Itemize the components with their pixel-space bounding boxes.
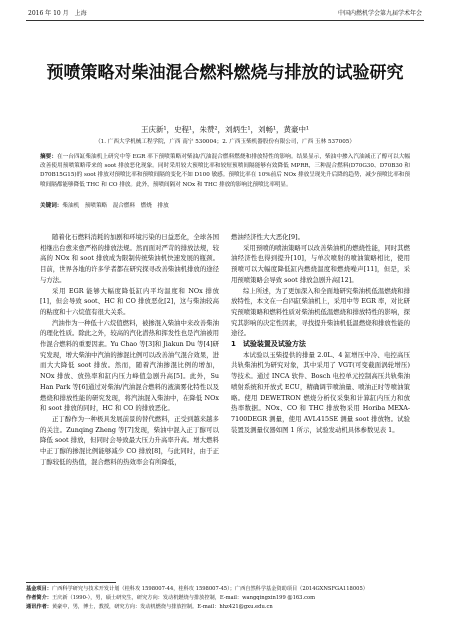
footnote-author: 作者简介：王庆新（1990-），男，硕士研究生，研究方向：发动机燃烧与排放控制，E-mail：wangqingxin199 @163.com xyxy=(26,595,316,601)
keywords-text: 柴油机 预喷策略 混合燃料 燃烧 排放 xyxy=(62,203,169,209)
left-column xyxy=(40,232,219,467)
running-header xyxy=(26,8,424,21)
abstract xyxy=(40,153,410,190)
paragraph: 综上所述，为了更加深入和全面地研究柴油机低温燃烧和排放特性，本文在一台四缸柴油机上，采用中等 EGR 率，对比研究预喷策略和燃料性质对柴油机低温燃烧和排放特性的影响，探究其影响的决定性因素，寻找提升柴油机低温燃烧和排放性能的途径。 xyxy=(231,286,410,338)
abstract-text: 在一台四缸柴油机上研究中等 EGR 率下预喷策略对柴油/汽油混合燃料燃烧和排放特性的影响。结果显示，柴油中掺入汽油减正了醇可以大幅改善使用预喷策略带来的 soot 排放恶化现象。同时采用较大预喷比率和较短预喷间隔能够有效降低 MPRR，三种混合燃料(D70G30、D70B30 和 D70B15G15)的 soot 排放对预喷比率和预喷间隔的变化不如 D100 敏感。预喷比率在 10%前后 NOx 排放呈现先升后降的趋势，减少预喷比率和预喷间隔都能够降低 THC 和 CO 排放。此外，预喷间隔对 NOx 和 THC 排放的影响比预喷比率明显。 xyxy=(40,154,410,188)
footnotes xyxy=(26,585,424,612)
header-right: 中国内燃机学会第九届学术年会 xyxy=(337,10,422,17)
affiliation: （1. 广西大学机械工程学院，广西 南宁 530004；2. 广西玉柴机器股份有限公司，广西 玉林 537005） xyxy=(95,139,355,145)
footnote-funding: 基金项目：广西科学研究与技术开发计划（桂科攻 1598007-44，桂科攻 1598007-45）；广西自然科学基金资助项目（2014GXNSFGA118005） xyxy=(26,586,368,592)
footnote-rule xyxy=(26,582,116,583)
paragraph: 汽油作为一种低十六烷值燃料，被掺混入柴油中来改善柴油的理化性质。除此之外，较高的汽化潜热和挥发性也是汽油被用作混合燃料的重要因素。Yu Chao 等[3]和 Jiakun Du 等[4]研究发现，增大柴油中汽油的掺混比例可以改善油气混合效果，进而大大降低 soot 排放。然而，随着汽油掺混比例的增加，NOx 排放、放热率和缸内压力峰值急剧升高[5]。此外，Su Han Park 等[6]通过对柴油/汽油混合燃料的液滴雾化特性以及燃烧和排放性能的研究发现，将汽油混入柴油中，在降低 NOx 和 soot 排放的同时，HC 和 CO 的排放恶化。 xyxy=(40,318,219,413)
paragraph: 本试验以玉柴提供的排量 2.0L、4 缸增压中冷、电控高压共轨柴油机为研究对象，其中采用了 VGT(可变截面涡轮增压)等技术。通过 INCA 软件、Bosch 电控单元控制高压共轨柴油喷射系统和开放式 ECU，精确调节喷油量、喷油正时等喷油策略。使用 DEWETRON 燃烧分析仪采集和计算缸内压力和放热率数据。NOx、CO 和 THC 排放物采用 Horiba MEXA-7100DEGR 测量，使用 AVL415SE 测量 soot 排放物。试验装置及测量仪器如图 1 所示，试验发动机具体参数见表 1。 xyxy=(231,350,410,434)
right-column xyxy=(231,232,410,435)
paragraph: 随着化石燃料消耗的加剧和环境污染的日益恶化，全球各国相继出台愈来愈严格的排放法规。然而面对严苛的排放法规，较高的 NOx 和 soot 排放成为限制传统柴油机快速发展的瓶颈。目前，世界各地的许多学者都在研究探寻改善柴油机排放的途径与方法。 xyxy=(40,233,219,284)
section-heading: 1 试验装置及试验方法 xyxy=(231,340,306,349)
abstract-label: 摘要： xyxy=(40,154,58,160)
keywords xyxy=(40,201,410,209)
header-left: 2016 年 10 月 上海 xyxy=(28,10,87,17)
paragraph: 采用预喷的喷油策略可以改善柴油机的燃烧性能，同时其燃油经济性也得到提升[10]，与单次喷射的喷油策略相比，使用预喷可以大幅度降低缸内燃烧温度和燃烧噪声[11]，但是，采用预喷策略会导致 soot 排放急剧升高[12]。 xyxy=(231,243,410,284)
paragraph: 正丁醇作为一种极具发展前景的替代燃料，正受到越来越多的关注。Zunqing Zheng 等[7]发现，柴油中混入正丁醇可以降低 soot 排放，但同时会导致最大压力升高率升高。增大燃料中正丁醇的掺混比例能够减少 CO 排放[8]，与此同时，由于正丁醇较低的热值，混合燃料的热效率会有所降低， xyxy=(40,414,219,466)
paper-title: 预喷策略对柴油混合燃料燃烧与排放的试验研究 xyxy=(46,63,404,83)
paragraph: 燃油经济性大大恶化[9]。 xyxy=(231,233,304,241)
author-list: 王庆新¹，史程¹，朱赞²，刘炳生¹，刘畅¹，黄豪中¹ xyxy=(140,125,310,134)
paragraph: 采用 EGR 能够大幅度降低缸内平均温度和 NOx 排放[1]，但会导致 soot、HC 和 CO 排放恶化[2]，这与柴油较高的粘度和十六烷值有很大关系。 xyxy=(40,286,219,316)
footnote-corresponding: 通讯作者：黄豪中，男，博士，教授，研究方向：发动机燃烧与排放控制。E-mail：hhz421@gxu.edu.cn xyxy=(26,604,273,610)
keywords-label: 关键词： xyxy=(40,203,63,209)
